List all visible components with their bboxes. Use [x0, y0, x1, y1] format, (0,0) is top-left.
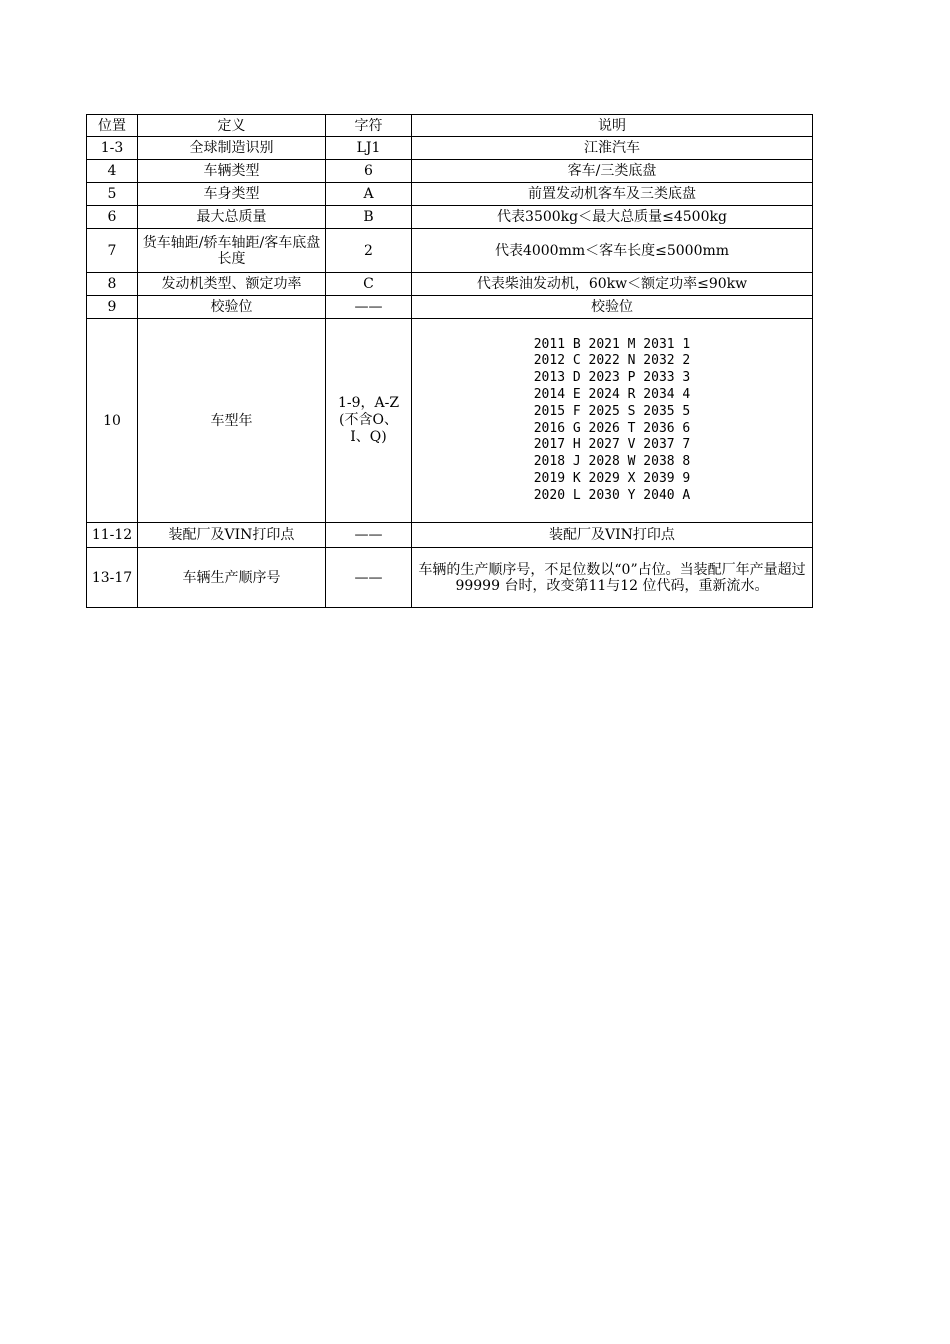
cell-definition: 车辆生产顺序号	[138, 548, 326, 608]
cell-definition: 全球制造识别	[138, 137, 326, 160]
cell-character: ——	[326, 296, 412, 319]
cell-description	[412, 319, 813, 523]
cell-description: 装配厂及VIN打印点	[412, 523, 813, 548]
cell-character: 2	[326, 229, 412, 273]
cell-definition: 车身类型	[138, 183, 326, 206]
model-year-code-list	[534, 337, 691, 505]
cell-character: ——	[326, 523, 412, 548]
table-row	[87, 206, 813, 229]
cell-position: 11-12	[87, 523, 138, 548]
header-description: 说明	[412, 115, 813, 137]
model-year-line: 2019 K 2029 X 2039 9	[533, 470, 691, 486]
cell-character: A	[326, 183, 412, 206]
cell-definition: 最大总质量	[138, 206, 326, 229]
model-year-line: 2017 H 2027 V 2037 7	[533, 437, 691, 453]
cell-definition: 车辆类型	[138, 160, 326, 183]
cell-character: ——	[326, 548, 412, 608]
table-header-row	[87, 115, 813, 137]
model-year-line: 2012 C 2022 N 2032 2	[533, 353, 691, 369]
cell-description: 代表4000mm＜客车长度≤5000mm	[412, 229, 813, 273]
model-year-line: 2016 G 2026 T 2036 6	[533, 420, 691, 436]
header-position: 位置	[87, 115, 138, 137]
cell-definition: 校验位	[138, 296, 326, 319]
model-year-line: 2013 D 2023 P 2033 3	[533, 370, 691, 386]
header-definition: 定义	[138, 115, 326, 137]
table-row	[87, 548, 813, 608]
table-row	[87, 523, 813, 548]
cell-description: 代表柴油发动机，60kw＜额定功率≤90kw	[412, 273, 813, 296]
cell-definition: 车型年	[138, 319, 326, 523]
table-row	[87, 296, 813, 319]
cell-character: B	[326, 206, 412, 229]
cell-position: 5	[87, 183, 138, 206]
model-year-line: 2015 F 2025 S 2035 5	[533, 403, 691, 419]
cell-position: 8	[87, 273, 138, 296]
table-row	[87, 183, 813, 206]
cell-position: 9	[87, 296, 138, 319]
cell-character: LJ1	[326, 137, 412, 160]
header-character: 字符	[326, 115, 412, 137]
cell-description: 车辆的生产顺序号，不足位数以“0”占位。当装配厂年产量超过99999 台时，改变第11与12 位代码，重新流水。	[412, 548, 813, 608]
cell-position: 6	[87, 206, 138, 229]
cell-description: 客车/三类底盘	[412, 160, 813, 183]
cell-character: C	[326, 273, 412, 296]
table-row	[87, 319, 813, 523]
cell-description: 江淮汽车	[412, 137, 813, 160]
vin-code-table	[86, 114, 813, 608]
cell-position: 4	[87, 160, 138, 183]
cell-character: 1-9，A-Z(不含O、I、Q)	[326, 319, 412, 523]
model-year-line: 2014 E 2024 R 2034 4	[533, 386, 691, 402]
table-row	[87, 273, 813, 296]
cell-description: 前置发动机客车及三类底盘	[412, 183, 813, 206]
cell-definition: 发动机类型、额定功率	[138, 273, 326, 296]
table-row	[87, 160, 813, 183]
table-row	[87, 229, 813, 273]
model-year-line: 2020 L 2030 Y 2040 A	[533, 487, 691, 503]
cell-position: 1-3	[87, 137, 138, 160]
cell-character: 6	[326, 160, 412, 183]
cell-position: 10	[87, 319, 138, 523]
cell-definition: 装配厂及VIN打印点	[138, 523, 326, 548]
cell-position: 13-17	[87, 548, 138, 608]
cell-description: 校验位	[412, 296, 813, 319]
model-year-line: 2018 J 2028 W 2038 8	[533, 454, 691, 470]
cell-definition: 货车轴距/轿车轴距/客车底盘长度	[138, 229, 326, 273]
cell-position: 7	[87, 229, 138, 273]
table-row	[87, 137, 813, 160]
cell-description: 代表3500kg＜最大总质量≤4500kg	[412, 206, 813, 229]
model-year-line: 2011 B 2021 M 2031 1	[533, 336, 691, 352]
